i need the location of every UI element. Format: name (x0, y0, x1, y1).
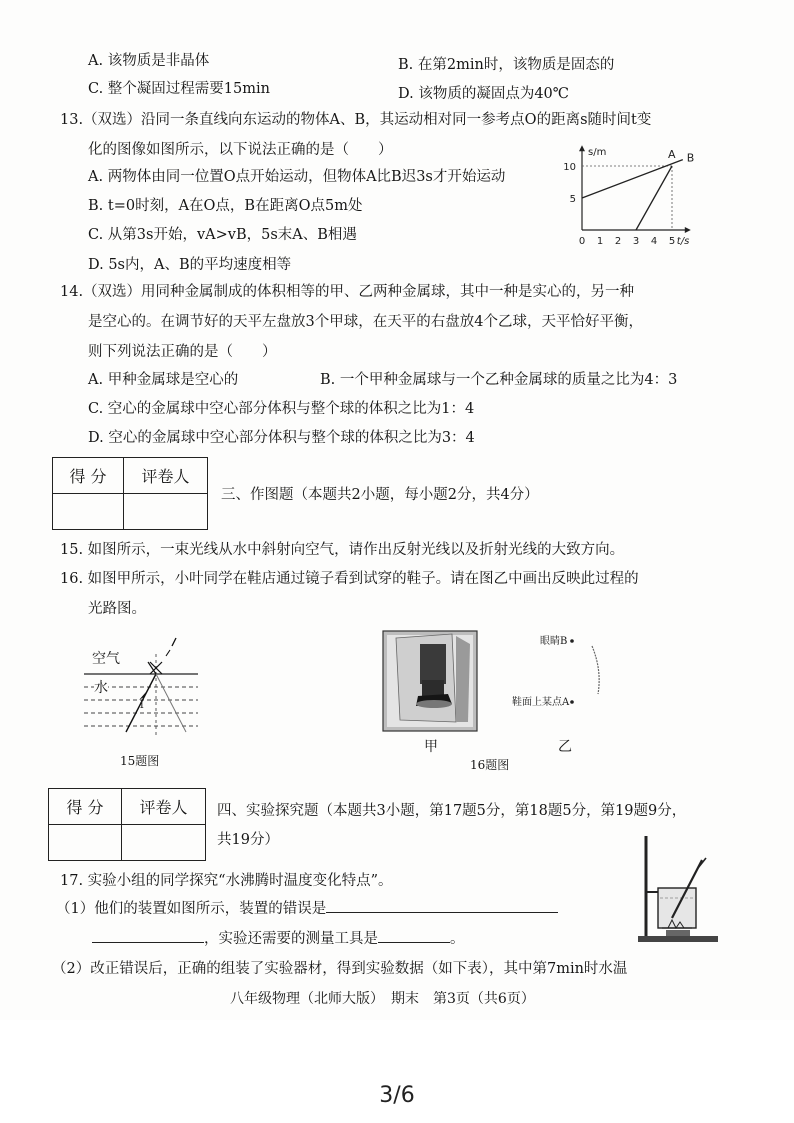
fig16-mirror-photo (382, 630, 478, 732)
x-tick-label: 2 (614, 236, 622, 247)
score-header: 得 分 (53, 458, 124, 494)
x-tick-label: 1 (596, 236, 604, 247)
fig16-caption: 16题图 (470, 758, 510, 772)
fig15-water-label: 水 (94, 680, 108, 696)
q17-apparatus-figure (632, 832, 722, 948)
section4-title-line2: 共19分） (217, 832, 279, 848)
q14-option-a: A. 甲种金属球是空心的 (88, 372, 239, 388)
q17-part2: （2）改正错误后，正确的组装了实验器材，得到实验数据（如下表），其中第7min时水温 (52, 961, 628, 977)
q12-option-c: C. 整个凝固过程需要15min (88, 81, 270, 97)
score-header: 得 分 (49, 789, 122, 825)
page-indicator: 3/6 (379, 1083, 415, 1108)
y-tick-label: 10 (563, 162, 576, 173)
fig16-eye-label: 眼睛B (540, 636, 568, 647)
q17-tool-blank[interactable] (378, 942, 450, 943)
section3-title: 三、作图题（本题共2小题，每小题2分，共4分） (221, 487, 539, 503)
x-tick-label: 4 (650, 236, 658, 247)
y-axis-label: s/m (588, 147, 607, 159)
x-tick-label: 5 (668, 236, 676, 247)
q13-option-c: C. 从第3s开始，vA>vB，5s末A、B相遇 (88, 227, 357, 243)
q17-error-blank[interactable] (326, 912, 558, 913)
q14-option-d: D. 空心的金属球中空心部分体积与整个球的体积之比为3：4 (88, 430, 475, 446)
score-cell[interactable] (53, 494, 124, 530)
q17-stem: 17. 实验小组的同学探究“水沸腾时温度变化特点”。 (60, 873, 393, 889)
q14-stem-line1: 14.（双选）用同种金属制成的体积相等的甲、乙两种金属球，其中一种是实心的，另一种 (60, 284, 635, 300)
score-table-section3 (52, 457, 208, 530)
q13-stem-line2: 化的图像如图所示，以下说法正确的是（ ） (88, 142, 393, 158)
section4-title-line1: 四、实验探究题（本题共3小题，第17题5分，第18题5分，第19题9分， (217, 803, 687, 819)
q17-part1-end: 。 (450, 931, 465, 947)
x-axis-arrow (685, 227, 691, 233)
fig15-caption: 15题图 (120, 754, 160, 768)
fig15-air-label: 空气 (92, 651, 120, 667)
series-label-A: A (668, 148, 676, 161)
series-label-B: B (686, 151, 695, 165)
q13-option-b: B. t=0时刻，A在O点，B在距离O点5m处 (88, 198, 363, 214)
q14-option-b: B. 一个甲种金属球与一个乙种金属球的质量之比为4：3 (320, 372, 678, 388)
q17-part1-line (56, 900, 558, 918)
q15-text: 15. 如图所示，一束光线从水中斜射向空气，请作出反射光线以及折射光线的大致方向。 (60, 542, 625, 558)
q17-part1b-line (92, 930, 465, 948)
grader-cell[interactable] (124, 494, 208, 530)
fig16-jia-label: 甲 (424, 739, 438, 755)
x-axis-label: t/s (676, 236, 690, 247)
q16-line1: 16. 如图甲所示，小叶同学在鞋店通过镜子看到试穿的鞋子。请在图乙中画出反映此过程的 (60, 571, 639, 587)
score-table-section4 (48, 788, 206, 861)
q16-line2: 光路图。 (88, 601, 146, 617)
q12-option-b: B. 在第2min时，该物质是固态的 (398, 57, 615, 73)
q14-stem-line3: 则下列说法正确的是（ ） (88, 344, 277, 360)
q12-option-a: A. 该物质是非晶体 (88, 53, 210, 69)
x-tick-label: 3 (632, 236, 640, 247)
fig16-shoe-label: 鞋面上某点A (512, 697, 570, 708)
grader-header: 评卷人 (124, 458, 208, 494)
page-footer: 八年级物理（北师大版） 期末 第3页（共6页） (230, 991, 535, 1007)
x-tick-label: 0 (578, 236, 586, 247)
q14-option-c: C. 空心的金属球中空心部分体积与整个球的体积之比为1：4 (88, 401, 475, 417)
q13-option-d: D. 5s内，A、B的平均速度相等 (88, 257, 292, 273)
q17-part1-b: ，实验还需要的测量工具是 (204, 931, 378, 947)
series-line-B (582, 160, 683, 198)
grader-header: 评卷人 (122, 789, 206, 825)
s-t-chart (556, 138, 706, 252)
score-cell[interactable] (49, 825, 122, 861)
fig16-yi-label: 乙 (558, 739, 572, 755)
grader-cell[interactable] (122, 825, 206, 861)
q13-stem-line1: 13.（双选）沿同一条直线向东运动的物体A、B，其运动相对同一参考点O的距离s随时间t变 (60, 112, 652, 128)
q12-option-d: D. 该物质的凝固点为40℃ (398, 86, 569, 102)
y-tick-label: 5 (569, 194, 576, 205)
q13-option-a: A. 两物体由同一位置O点开始运动，但物体A比B迟3s才开始运动 (88, 169, 506, 185)
y-axis-arrow (579, 145, 585, 151)
q17-error-blank-cont[interactable] (92, 942, 204, 943)
q14-stem-line2: 是空心的。在调节好的天平左盘放3个甲球，在天平的右盘放4个乙球，天平恰好平衡， (88, 314, 643, 330)
svg-text:i: i (140, 698, 144, 711)
q17-part1-a: （1）他们的装置如图所示，装置的错误是 (56, 901, 327, 917)
